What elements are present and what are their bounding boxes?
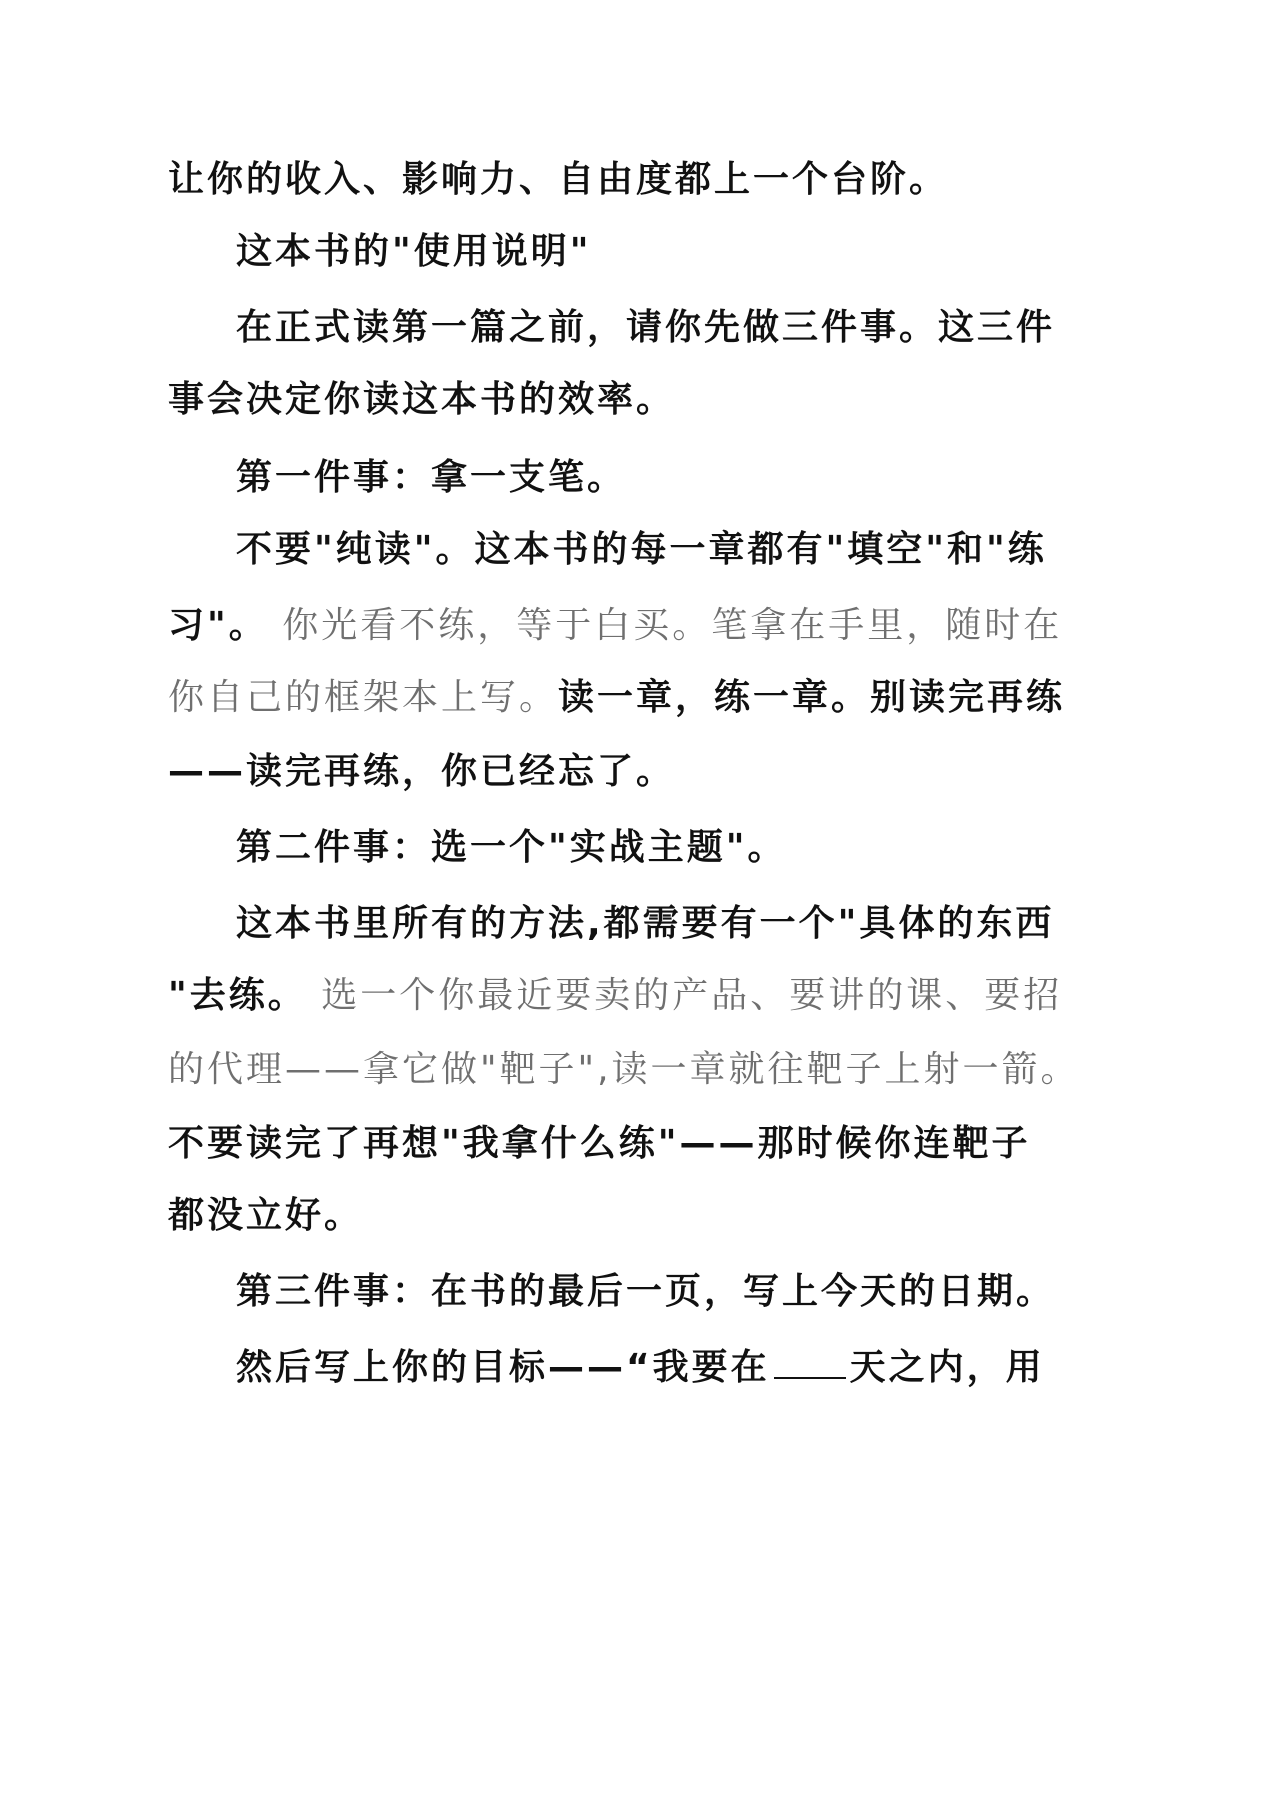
text-line	[168, 742, 1213, 802]
text-line	[236, 448, 1213, 508]
text-line	[168, 1186, 1213, 1246]
text-run-gray: 你光看不练，等于白买。笔拿在手里，随时在	[267, 605, 1063, 646]
text-line	[168, 596, 1213, 656]
text-line	[236, 520, 1213, 580]
text-run-bold: 让你的收入、影响力、自由度都上一个台阶。	[168, 159, 949, 200]
text-run-bold: 然后写上你的目标——“我要在	[236, 1347, 770, 1388]
text-line	[236, 818, 1213, 878]
text-run-bold: 第一件事：拿一支笔。	[236, 457, 627, 498]
text-run-bold: 习"。	[168, 605, 268, 646]
text-line	[236, 1338, 1213, 1398]
text-line	[236, 222, 1213, 282]
text-run-bold: ——读完再练，你已经忘了。	[168, 751, 676, 792]
text-line	[168, 966, 1213, 1026]
text-run-bold: 在正式读第一篇之前，请你先做三件事。这三件	[236, 307, 1056, 348]
text-run-bold: 这本书里所有的方法,都需要有一个"具体的东西	[236, 903, 1055, 944]
text-line	[236, 894, 1213, 954]
text-line	[236, 1262, 1213, 1322]
text-run-bold: 都没立好。	[168, 1195, 364, 1236]
text-line	[168, 1114, 1213, 1174]
fill-in-blank	[774, 1343, 846, 1379]
text-run-bold: 这本书的"使用说明"	[236, 231, 592, 272]
text-run-gray: 选一个你最近要卖的产品、要讲的课、要招	[306, 975, 1063, 1016]
text-run-bold: 第三件事：在书的最后一页，写上今天的日期。	[236, 1271, 1056, 1312]
text-run-gray: 你自己的框架本上写。	[168, 677, 559, 718]
text-line	[168, 668, 1213, 728]
text-run-bold: 不要读完了再想"我拿什么练"——那时候你连靶子	[168, 1123, 1031, 1164]
text-run-bold: 不要"纯读"。这本书的每一章都有"填空"和"练	[236, 529, 1047, 570]
text-run-gray: 的代理——拿它做"靶子",读一章就往靶子上射一箭。	[168, 1049, 1080, 1090]
text-run-bold: "去练。	[168, 975, 307, 1016]
text-line	[168, 150, 1213, 210]
text-line	[236, 298, 1213, 358]
text-run-bold: 事会决定你读这本书的效率。	[168, 379, 676, 420]
text-run-bold: 第二件事：选一个"实战主题"。	[236, 827, 787, 868]
text-line	[168, 370, 1213, 430]
text-line	[168, 1040, 1213, 1100]
text-run-bold: 读一章，练一章。别读完再练	[558, 677, 1066, 718]
text-run-bold: 天之内，用	[849, 1347, 1045, 1388]
